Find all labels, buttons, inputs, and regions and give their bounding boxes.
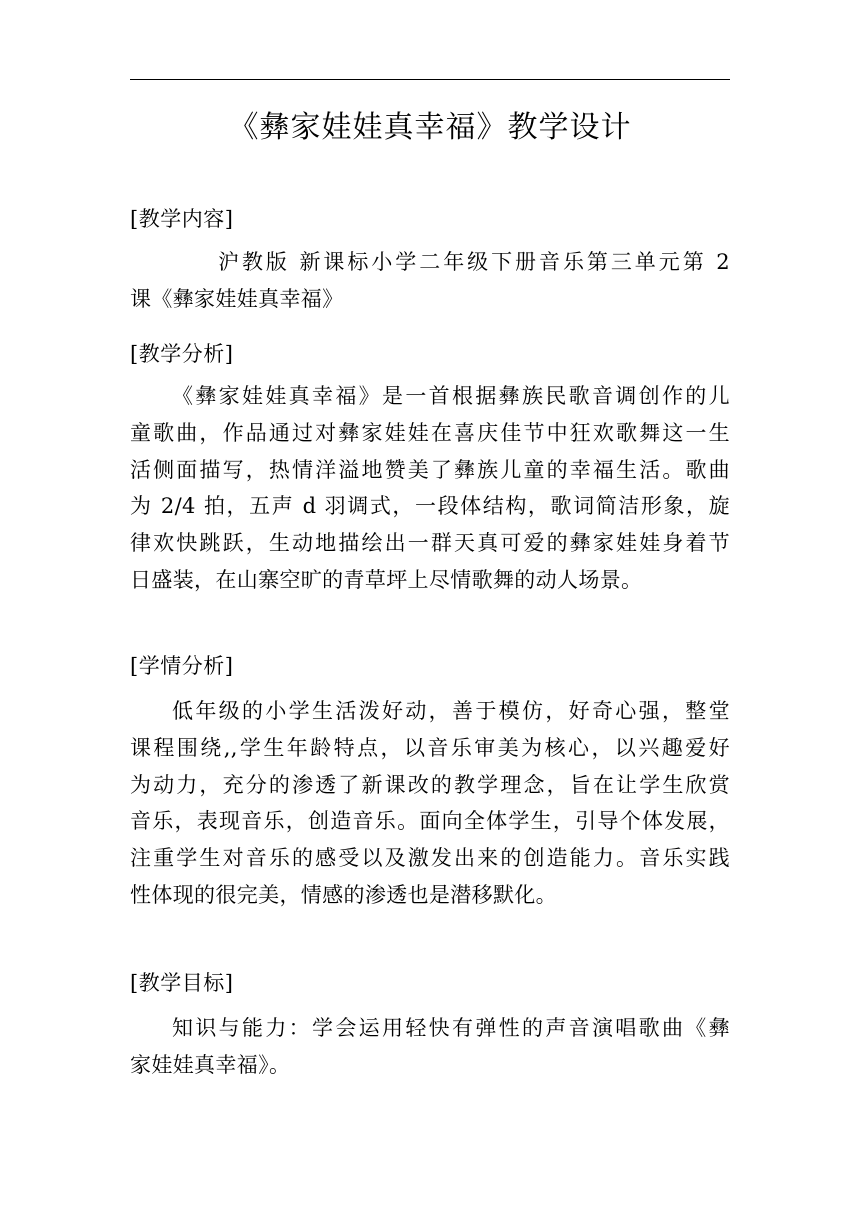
page-title: 《彝家娃娃真幸福》教学设计 <box>228 110 632 145</box>
paragraph-line: 注重学生对音乐的感受以及激发出来的创造能力。音乐实践 <box>130 846 730 871</box>
paragraph-line: 知识与能力：学会运用轻快有弹性的声音演唱歌曲《彝 <box>172 1016 730 1040</box>
paragraph-line: 课程围绕,,学生年龄特点，以音乐审美为核心，以兴趣爱好 <box>130 735 730 760</box>
paragraph-line: 音乐，表现音乐，创造音乐。面向全体学生，引导个体发展， <box>130 809 730 834</box>
paragraph-line: 《彝家娃娃真幸福》是一首根据彝族民歌音调创作的儿 <box>172 384 730 408</box>
paragraph-line: 课《彝家娃娃真幸福》 <box>130 286 344 311</box>
paragraph-line: 性体现的很完美，情感的渗透也是潜移默化。 <box>130 882 557 907</box>
section-body-content <box>130 244 730 318</box>
header-rule <box>130 79 730 80</box>
section-body-analysis <box>130 378 730 599</box>
section-heading-goals: [教学目标] <box>130 971 234 995</box>
paragraph-line: 低年级的小学生活泼好动，善于模仿，好奇心强，整堂 <box>172 699 730 723</box>
paragraph-line: 活侧面描写，热情洋溢地赞美了彝族儿童的幸福生活。歌曲 <box>130 457 730 482</box>
paragraph-line: 家娃娃真幸福》。 <box>130 1052 291 1077</box>
section-heading-students: [学情分析] <box>130 654 234 678</box>
paragraph-line: 律欢快跳跃，生动地描绘出一群天真可爱的彝家娃娃身着节 <box>130 531 730 556</box>
paragraph-line: 为动力，充分的渗透了新课改的教学理念，旨在让学生欣赏 <box>130 772 730 797</box>
section-heading-content: [教学内容] <box>130 207 234 231</box>
paragraph-line: 日盛装，在山寨空旷的青草坪上尽情歌舞的动人场景。 <box>130 567 643 592</box>
paragraph-line: 为 2/4 拍，五声 d 羽调式，一段体结构，歌词简洁形象，旋 <box>130 494 730 519</box>
section-body-students <box>130 693 730 914</box>
paragraph-line: 童歌曲，作品通过对彝家娃娃在喜庆佳节中狂欢歌舞这一生 <box>130 420 730 445</box>
paragraph-line: 沪教版 新课标小学二年级下册音乐第三单元第 2 <box>218 250 730 274</box>
section-body-goals <box>130 1010 730 1084</box>
section-heading-analysis: [教学分析] <box>130 342 234 366</box>
